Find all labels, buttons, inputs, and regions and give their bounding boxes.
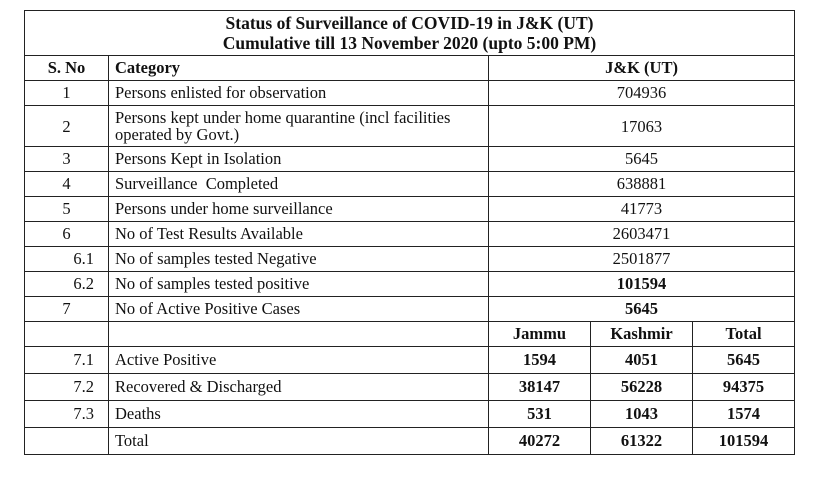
header-category: Category [109, 56, 489, 81]
table-row [25, 81, 795, 106]
row-category: No of samples tested Negative [109, 247, 489, 272]
row-category: No of samples tested positive [109, 272, 489, 297]
row-total: 5645 [693, 347, 795, 374]
table-row [25, 147, 795, 172]
total-kashmir: 61322 [591, 428, 693, 455]
table-row [25, 197, 795, 222]
row-jammu: 38147 [489, 374, 591, 401]
row-sno: 2 [25, 106, 109, 147]
row-sno: 6.2 [25, 272, 109, 297]
row-sno: 6 [25, 222, 109, 247]
title-row [25, 11, 795, 56]
row-sno: 1 [25, 81, 109, 106]
row-category: Deaths [109, 401, 489, 428]
division-header-row [25, 322, 795, 347]
row-value: 704936 [489, 81, 795, 106]
row-category: Recovered & Discharged [109, 374, 489, 401]
row-value: 2501877 [489, 247, 795, 272]
row-category: Surveillance Completed [109, 172, 489, 197]
empty-cell [25, 322, 109, 347]
table-row [25, 106, 795, 147]
row-sno: 6.1 [25, 247, 109, 272]
row-category: Persons under home surveillance [109, 197, 489, 222]
header-jammu: Jammu [489, 322, 591, 347]
row-value: 638881 [489, 172, 795, 197]
row-sno: 4 [25, 172, 109, 197]
row-kashmir: 1043 [591, 401, 693, 428]
header-total: Total [693, 322, 795, 347]
title-line-2: Cumulative till 13 November 2020 (upto 5:00 PM) [222, 33, 597, 53]
row-kashmir: 4051 [591, 347, 693, 374]
total-total: 101594 [693, 428, 795, 455]
total-row [25, 428, 795, 455]
row-category: Persons kept under home quarantine (incl facilities operated by Govt.) [109, 106, 489, 147]
row-total: 1574 [693, 401, 795, 428]
empty-cell [25, 428, 109, 455]
total-jammu: 40272 [489, 428, 591, 455]
row-total: 94375 [693, 374, 795, 401]
row-value: 5645 [489, 147, 795, 172]
row-category: Persons Kept in Isolation [109, 147, 489, 172]
total-label: Total [109, 428, 489, 455]
table-title [25, 11, 795, 56]
row-sno: 7.2 [25, 374, 109, 401]
row-category: Persons enlisted for observation [109, 81, 489, 106]
table-row [25, 222, 795, 247]
table-row [25, 272, 795, 297]
surveillance-table-container [24, 10, 794, 455]
row-kashmir: 56228 [591, 374, 693, 401]
row-category: No of Active Positive Cases [109, 297, 489, 322]
row-value: 17063 [489, 106, 795, 147]
row-sno: 7.1 [25, 347, 109, 374]
title-line-1: Status of Surveillance of COVID-19 in J&K (UT) [225, 13, 594, 33]
row-category: No of Test Results Available [109, 222, 489, 247]
header-row [25, 56, 795, 81]
header-kashmir: Kashmir [591, 322, 693, 347]
row-category: Active Positive [109, 347, 489, 374]
row-sno: 7 [25, 297, 109, 322]
empty-cell [109, 322, 489, 347]
row-value: 101594 [489, 272, 795, 297]
row-sno: 5 [25, 197, 109, 222]
table-row [25, 172, 795, 197]
surveillance-table [24, 10, 795, 455]
row-sno: 7.3 [25, 401, 109, 428]
header-sno: S. No [25, 56, 109, 81]
row-sno: 3 [25, 147, 109, 172]
table-row [25, 347, 795, 374]
table-row [25, 374, 795, 401]
table-row [25, 401, 795, 428]
row-value: 2603471 [489, 222, 795, 247]
header-value: J&K (UT) [489, 56, 795, 81]
row-jammu: 531 [489, 401, 591, 428]
row-value: 41773 [489, 197, 795, 222]
table-row [25, 247, 795, 272]
table-row [25, 297, 795, 322]
row-value: 5645 [489, 297, 795, 322]
row-jammu: 1594 [489, 347, 591, 374]
